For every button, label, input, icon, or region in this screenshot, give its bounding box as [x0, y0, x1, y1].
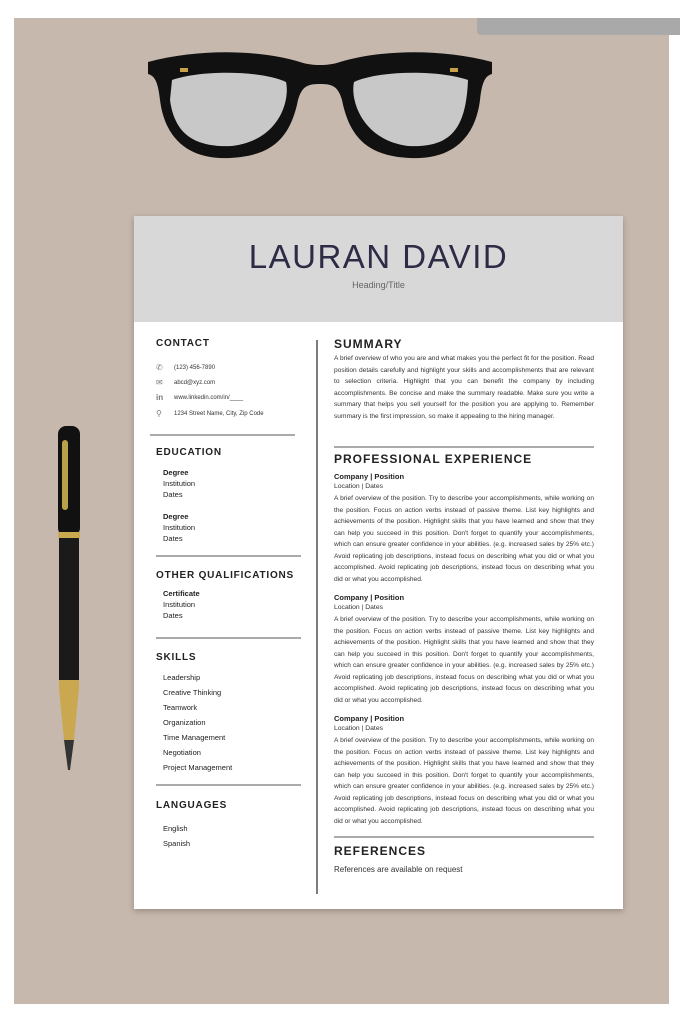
experience-heading: PROFESSIONAL EXPERIENCE — [334, 452, 533, 466]
job-title: Company | Position — [334, 714, 405, 723]
summary-heading: SUMMARY — [334, 337, 403, 351]
divider — [156, 555, 301, 557]
summary-text: A brief overview of who you are and what makes you the perfect fit for the position. Read position details carefully and highlight your skills and accomplishments that are relevant to selection criteria. Highlight that you can benefit the company by including accomplishments. Be concise and make the summary readable. Make sure you write a summary that helps you sell yourself for the position you are applying to. Remember summary is the first impression, so make it appealing to the hiring manager. — [334, 355, 594, 420]
linkedin-icon: in — [156, 393, 164, 402]
envelope-icon: ✉ — [156, 378, 163, 387]
skill-item: Creative Thinking — [163, 688, 222, 697]
job-location: Location | Dates — [334, 604, 383, 611]
contact-linkedin: in www.linkedin.com/in/____ — [156, 393, 244, 402]
skill-item: Organization — [163, 718, 206, 727]
column-divider — [316, 340, 318, 894]
references-text: References are available on request — [334, 865, 463, 874]
contact-email: ✉ abcd@xyz.com — [156, 378, 216, 387]
job-description: A brief overview of the position. Try to describe your accomplishments, while working on the position. Focus on action verbs instead of passive theme. List key highlights and achievements of the position. Highlight skills that you have learned and show that they can help you succeed in this position. Don't forget to quantify your accomplishments, which can ensure greater confidence in your abilities. (e.g. increased sales by 25% etc.) Avoid replicating job descriptions, instead focus on describing what you did or what you accomplished. Avoid replicating job descriptions, instead focus on describing what you did or what you accomplished. — [334, 737, 594, 825]
resume-header — [134, 216, 623, 322]
skills-list — [163, 670, 232, 775]
skill-item: Leadership — [163, 673, 201, 682]
contact-phone: ✆ (123) 456-7890 — [156, 363, 216, 372]
language-item: Spanish — [163, 839, 191, 848]
contact-address: ⚲ 1234 Street Name, City, Zip Code — [156, 409, 264, 418]
candidate-name: LAURAN DAVID — [248, 238, 509, 275]
job-location: Location | Dates — [334, 725, 383, 732]
job-title: Company | Position — [334, 472, 405, 481]
references-heading: REFERENCES — [334, 844, 427, 858]
phone-icon: ✆ — [156, 363, 163, 372]
education-heading: EDUCATION — [156, 447, 222, 458]
divider — [156, 784, 301, 786]
education-entry: Degree Institution Dates — [163, 468, 196, 499]
qualification-entry: Certificate Institution Dates — [163, 589, 200, 620]
divider — [156, 637, 301, 639]
job-description: A brief overview of the position. Try to describe your accomplishments, while working on the position. Focus on action verbs instead of passive theme. List key highlights and achievements of the position. Highlight skills that you have learned and show that they can help you succeed in this position. Don't forget to quantify your accomplishments, which can ensure greater confidence in your abilities. (e.g. increased sales by 25% etc.) Avoid replicating job descriptions, instead focus on describing what you did or what you accomplished. Avoid replicating job descriptions, instead focus on describing what you did or what you accomplished. — [334, 495, 594, 583]
divider — [334, 836, 594, 838]
language-item: English — [163, 824, 188, 833]
contact-heading: CONTACT — [156, 338, 210, 349]
resume-page — [134, 216, 623, 909]
job-description: A brief overview of the position. Try to describe your accomplishments, while working on the position. Focus on action verbs instead of passive theme. List key highlights and achievements of the position. Highlight skills that you have learned and show that they can help you succeed in this position. Don't forget to quantify your accomplishments, which can ensure greater confidence in your abilities. (e.g. increased sales by 25% etc.) Avoid replicating job descriptions, instead focus on describing what you did or what you accomplished. Avoid replicating job descriptions, instead focus on describing what you did or what you accomplished. — [334, 616, 594, 704]
education-entry: Degree Institution Dates — [163, 512, 196, 543]
divider — [150, 434, 295, 436]
skill-item: Negotiation — [163, 748, 201, 757]
top-tab — [477, 18, 680, 35]
map-pin-icon: ⚲ — [156, 409, 162, 418]
skill-item: Teamwork — [163, 703, 198, 712]
heading-title: Heading/Title — [352, 280, 405, 290]
skills-heading: SKILLS — [156, 652, 197, 663]
skill-item: Project Management — [163, 763, 233, 772]
job-location: Location | Dates — [334, 483, 383, 490]
qualifications-heading: OTHER QUALIFICATIONS — [156, 570, 295, 581]
languages-heading: LANGUAGES — [156, 800, 228, 811]
languages-list — [163, 821, 190, 851]
job-title: Company | Position — [334, 593, 405, 602]
eyeglasses-image — [140, 40, 500, 170]
skill-item: Time Management — [163, 733, 226, 742]
divider — [334, 446, 594, 448]
pen-image — [52, 420, 92, 780]
